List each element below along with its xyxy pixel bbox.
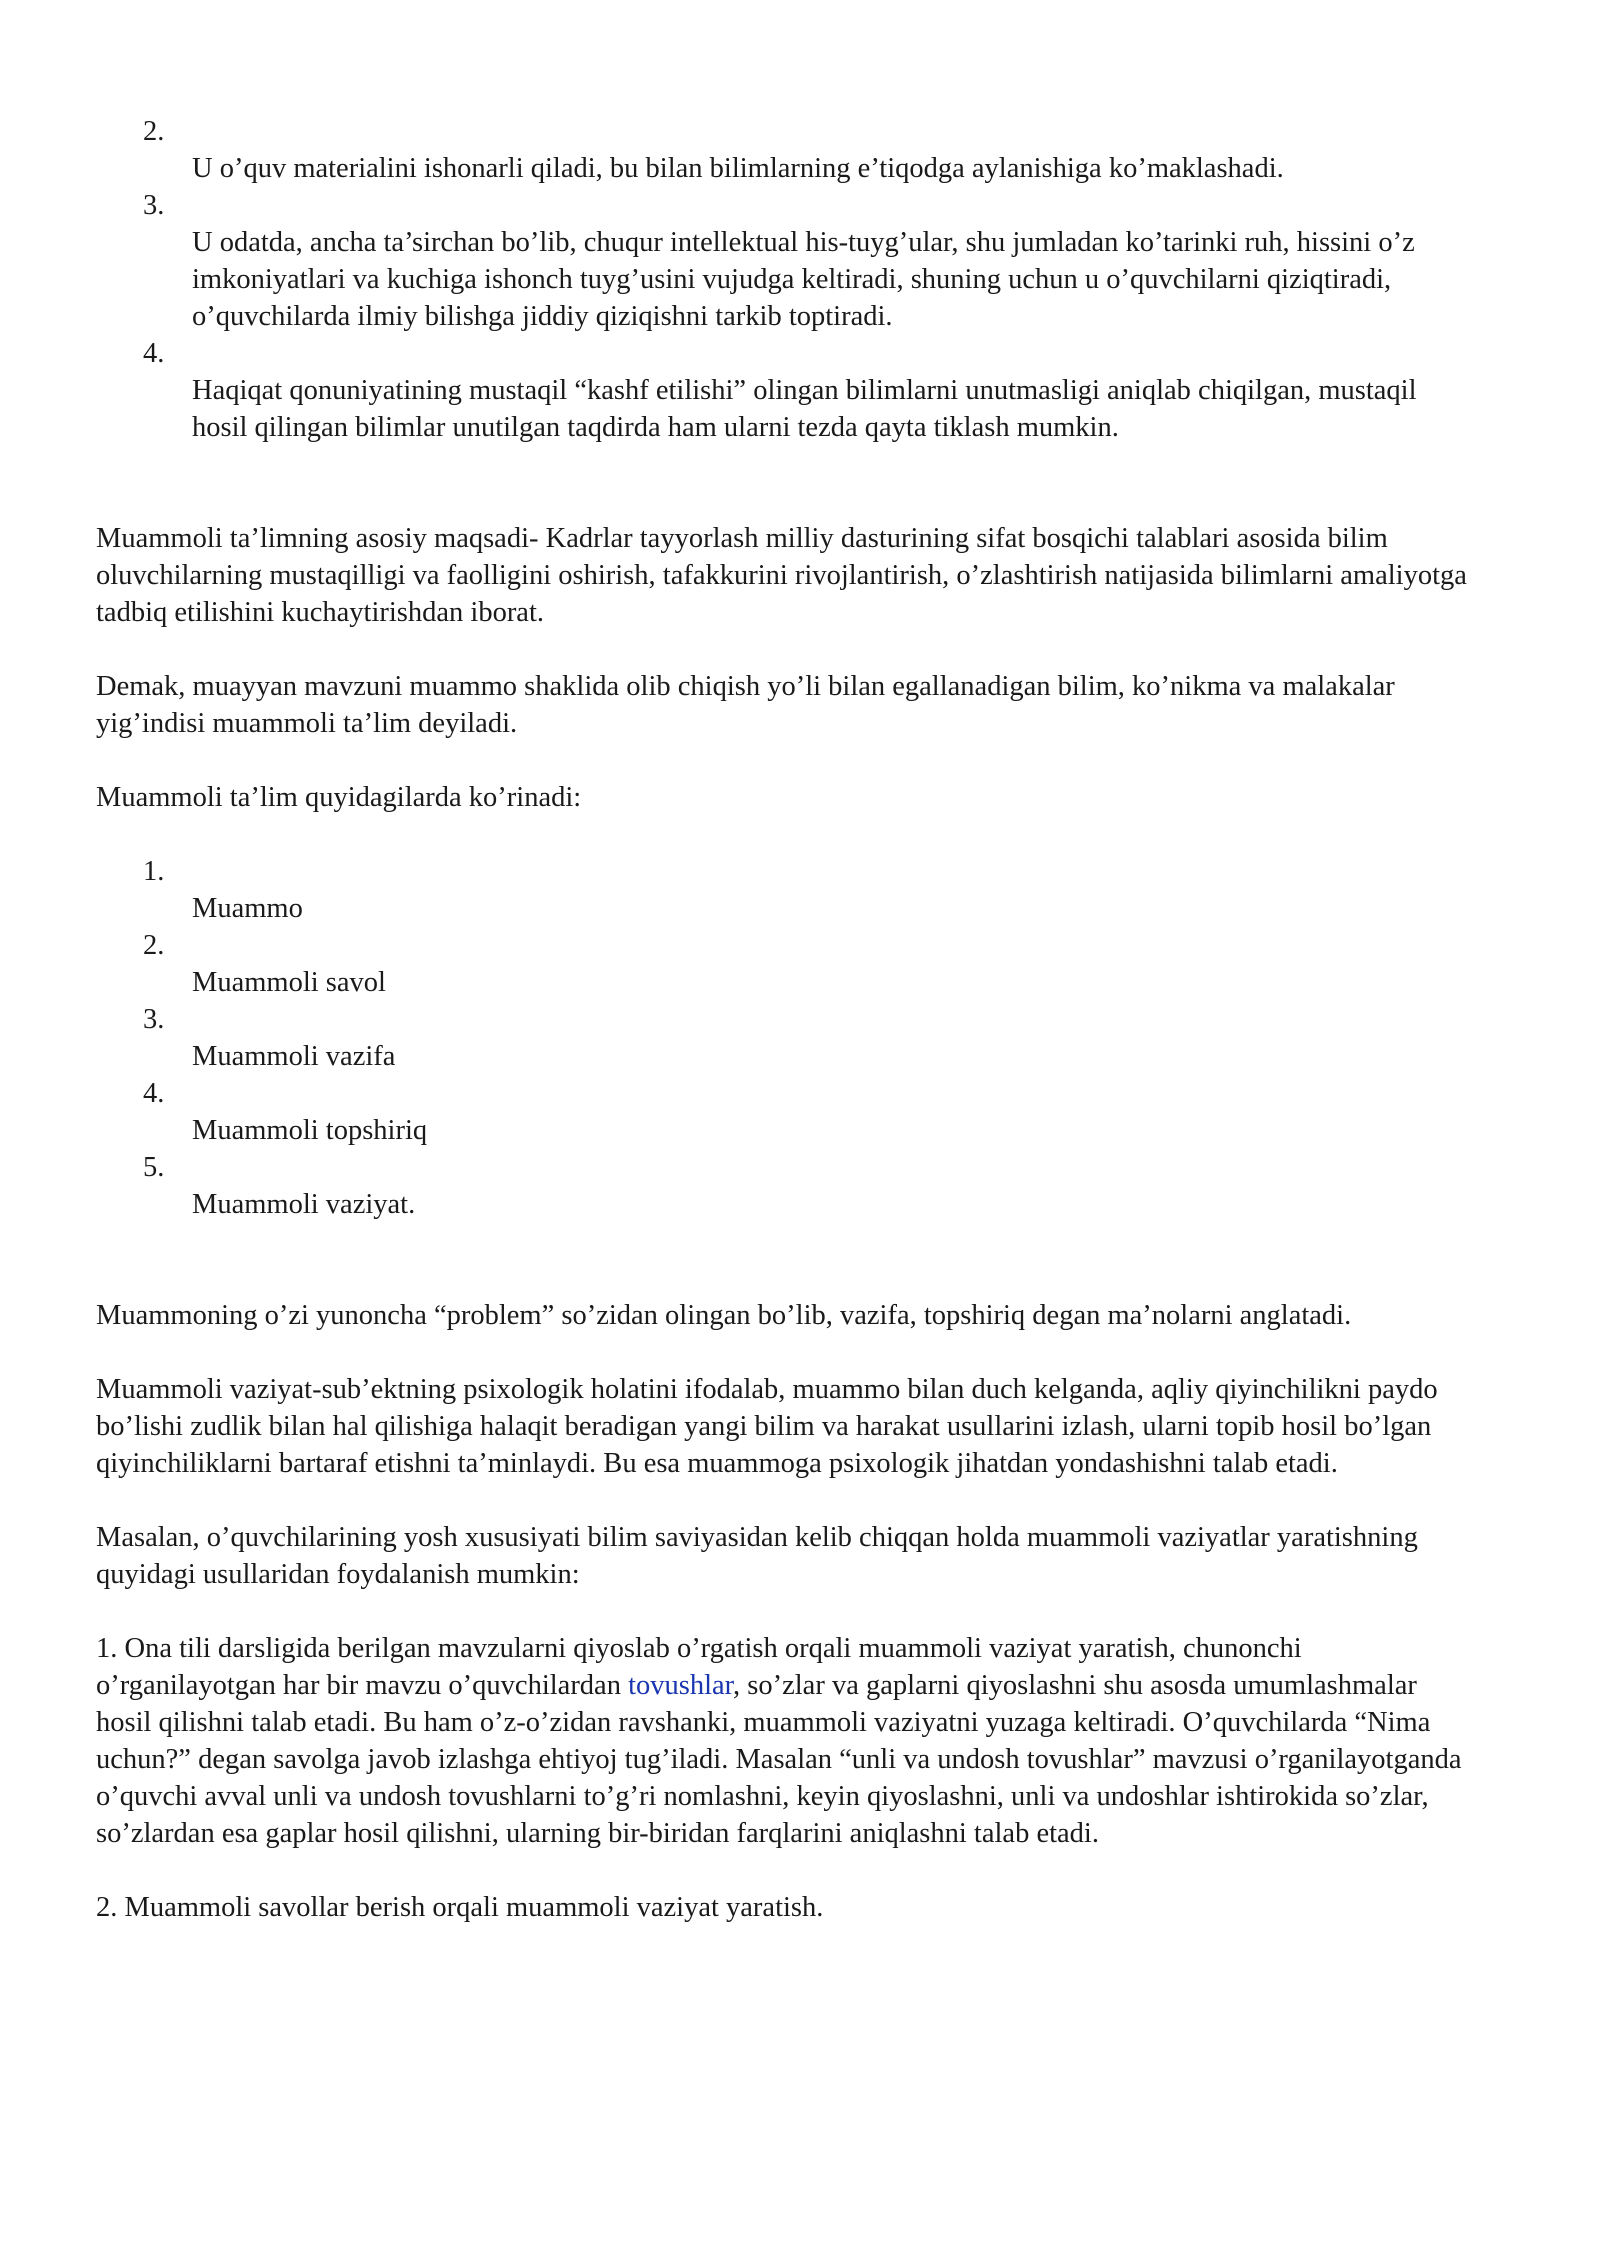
- spacer: [96, 1334, 1476, 1371]
- list-number: 3.: [143, 190, 165, 221]
- list-item-text: Muammoli vaziyat.: [192, 1189, 416, 1220]
- spacer: [96, 1593, 1476, 1630]
- list-number: 3.: [143, 1004, 165, 1035]
- method-one-text-start: 1. Ona tili darsligida berilgan mavzularni qiyoslab o’rgatish orqali muammoli vaziyat yaratish, chunonchi o’rganilayotgan har bir mavzu o’quvchilardan: [96, 1633, 1302, 1701]
- list-item: [96, 927, 1476, 1001]
- list-item: [96, 1075, 1476, 1149]
- benefits-list: [96, 113, 1476, 446]
- list-number: 2.: [143, 116, 165, 147]
- list-item-text: Muammoli savol: [192, 967, 386, 998]
- list-item-text: Muammo: [192, 893, 303, 924]
- paragraph-method-one: [96, 1630, 1476, 1852]
- spacer: [96, 1482, 1476, 1519]
- list-item: [96, 335, 1476, 446]
- list-number: 1.: [143, 856, 165, 887]
- list-item-text: Muammoli topshiriq: [192, 1115, 428, 1146]
- list-item-text: Muammoli vazifa: [192, 1041, 396, 1072]
- list-item: [96, 187, 1476, 335]
- list-number: 4.: [143, 338, 165, 369]
- document-body: [96, 113, 1476, 1926]
- spacer: [96, 816, 1476, 853]
- list-item-text: U o’quv materialini ishonarli qiladi, bu bilan bilimlarning e’tiqodga aylanishiga ko’maklashadi.: [192, 153, 1284, 184]
- list-item: [96, 853, 1476, 927]
- spacer: [96, 1852, 1476, 1889]
- tovushlar-link[interactable]: tovushlar: [628, 1670, 734, 1701]
- list-number: 5.: [143, 1152, 165, 1183]
- paragraph-forms-intro: Muammoli ta’lim quyidagilarda ko’rinadi:: [96, 782, 582, 813]
- forms-list: [96, 853, 1476, 1223]
- spacer: [96, 446, 1476, 520]
- paragraph-method-two: 2. Muammoli savollar berish orqali muammoli vaziyat yaratish.: [96, 1892, 824, 1923]
- paragraph-goal: Muammoli ta’limning asosiy maqsadi- Kadrlar tayyorlash milliy dasturining sifat bosqichi talablari asosida bilim oluvchilarning mustaqilligi va faolligini oshirish, tafakkurini rivojlantirish, o’zlashtirish natijasida bilimlarni amaliyotga tadbiq etilishini kuchaytirishdan iborat.: [96, 523, 1467, 628]
- list-item: [96, 1149, 1476, 1223]
- spacer: [96, 742, 1476, 779]
- list-item: [96, 113, 1476, 187]
- list-item-text: U odatda, ancha ta’sirchan bo’lib, chuqur intellektual his-tuyg’ular, shu jumladan ko’tarinki ruh, hissini o’z imkoniyatlari va kuchiga ishonch tuyg’usini vujudga keltiradi, shuning uchun u o’quvchilarni qiziqtiradi, o’quvchilarda ilmiy bilishga jiddiy qiziqishni tarkib toptiradi.: [192, 227, 1415, 332]
- spacer: [96, 631, 1476, 668]
- spacer: [96, 1223, 1476, 1297]
- paragraph-problem-origin: Muammoning o’zi yunoncha “problem” so’zidan olingan bo’lib, vazifa, topshiriq degan ma’nolarni anglatadi.: [96, 1300, 1352, 1331]
- list-number: 4.: [143, 1078, 165, 1109]
- list-item-text: Haqiqat qonuniyatining mustaqil “kashf etilishi” olingan bilimlarni unutmasligi aniqlab chiqilgan, mustaqil hosil qilingan bilimlar unutilgan taqdirda ham ularni tezda qayta tiklash mumkin.: [192, 375, 1417, 443]
- list-item: [96, 1001, 1476, 1075]
- method-one-text-end: , so’zlar va gaplarni qiyoslashni shu asosda umumlashmalar hosil qilishni talab etadi. Bu ham o’z-o’zidan ravshanki, muammoli vaziyatni yuzaga keltiradi. O’quvchilarda “Nima uchun?” degan savolga javob izlashga ehtiyoj tug’iladi. Masalan “unli va undosh tovushlar” mavzusi o’rganilayotganda o’quvchi avval unli va undosh tovushlarni to’g’ri nomlashni, keyin qiyoslashni, unli va undoshlar ishtirokida so’zlar, so’zlardan esa gaplar hosil qilishni, ularning bir-biridan farqlarini aniqlashni talab etadi.: [96, 1670, 1462, 1849]
- list-number: 2.: [143, 930, 165, 961]
- paragraph-definition: Demak, muayyan mavzuni muammo shaklida olib chiqish yo’li bilan egallanadigan bilim, ko’nikma va malakalar yig’indisi muammoli ta’lim deyiladi.: [96, 671, 1395, 739]
- paragraph-example: Masalan, o’quvchilarining yosh xususiyati bilim saviyasidan kelib chiqqan holda muammoli vaziyatlar yaratishning quyidagi usullaridan foydalanish mumkin:: [96, 1522, 1418, 1590]
- paragraph-situation: Muammoli vaziyat-sub’ektning psixologik holatini ifodalab, muammo bilan duch kelganda, aqliy qiyinchilikni paydo bo’lishi zudlik bilan hal qilishiga halaqit beradigan yangi bilim va harakat usullarini izlash, ularni topib hosil bo’lgan qiyinchiliklarni bartaraf etishni ta’minlaydi. Bu esa muammoga psixologik jihatdan yondashishni talab etadi.: [96, 1374, 1438, 1479]
